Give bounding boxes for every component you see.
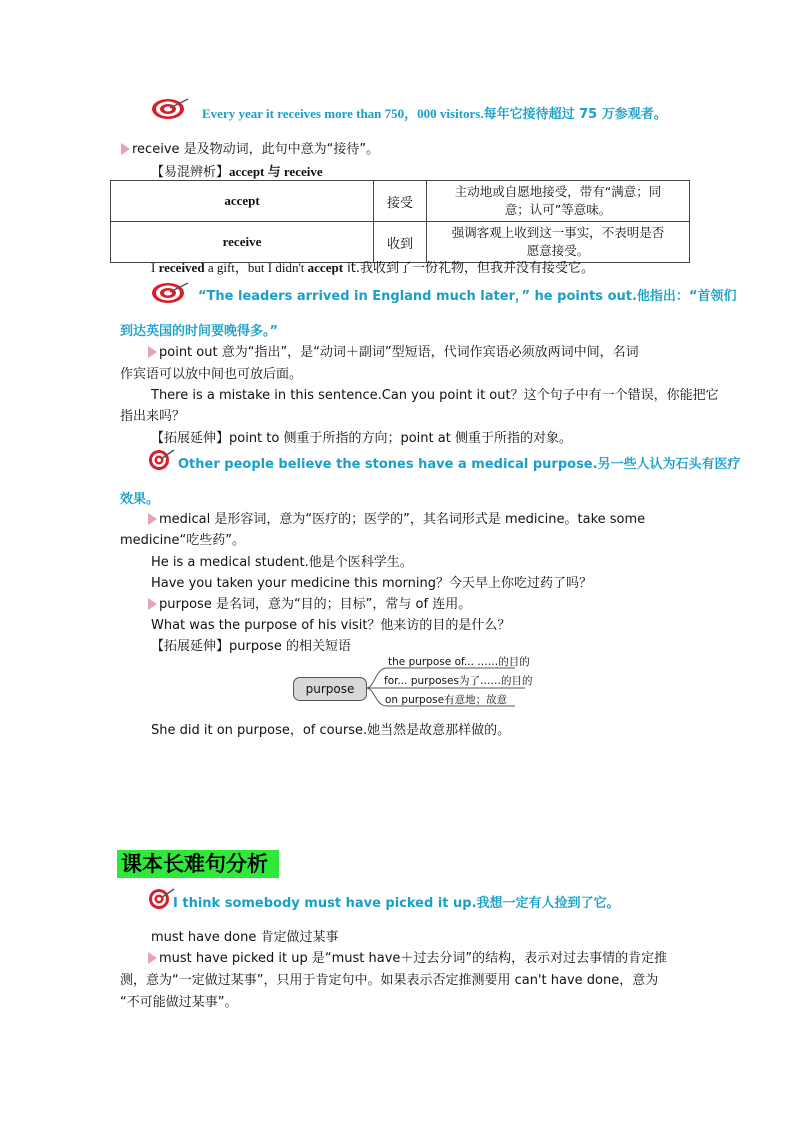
mindmap-item: on purpose有意地；故意 <box>385 694 508 706</box>
sentence-3-line1: Other people believe the stones have a medical purpose.另一些人认为石头有医疗 <box>178 457 741 472</box>
target-icon <box>150 280 190 304</box>
triangle-arrow-icon <box>148 952 157 964</box>
note-must-have-3: 测，意为“一定做过某事”，只用于肯定句中。如果表示否定推测要用 can't have done，意为 <box>120 973 659 988</box>
compare-table <box>110 180 690 263</box>
example-point-out: There is a mistake in this sentence.Can you point it out？这个句子中有一个错误，你能把它 <box>151 388 719 403</box>
section-heading: 课本长难句分析 <box>117 850 279 878</box>
example-accept: I received a gift，but I didn't accept it.我收到了一份礼物，但我并没有接受它。 <box>151 260 595 276</box>
table-row: receive 收到 强调客观上收到这一事实，不表明是否 愿意接受。 <box>111 222 690 263</box>
mindmap-center: purpose <box>293 677 367 701</box>
note-medical: medical 是形容词，意为“医疗的；医学的”，其名词形式是 medicine。take some <box>148 510 645 530</box>
mindmap-item: the purpose of... ……的目的 <box>388 656 530 668</box>
target-icon <box>150 96 190 120</box>
example-purpose: What was the purpose of his visit？他来访的目的是什么？ <box>151 618 511 633</box>
example-medicine: Have you taken your medicine this morning？今天早上你吃过药了吗？ <box>151 576 593 591</box>
note-must-have-2: must have picked it up 是“must have＋过去分词”的结构，表示对过去事情的肯定推 <box>148 949 667 969</box>
note-receive: receive 是及物动词，此句中意为“接待”。 <box>121 140 379 160</box>
note-must-have-4: “不可能做过某事”。 <box>120 995 238 1010</box>
table-row: accept 接受 主动地或自愿地接受，带有“满意；同 意；认可”等意味。 <box>111 181 690 222</box>
note-point-out: point out 意为“指出”，是“动词＋副词”型短语，代词作宾语必须放两词中间，名词 <box>148 343 639 363</box>
note-purpose: purpose 是名词，意为“目的；目标”，常与 of 连用。 <box>148 595 471 615</box>
note-medical-2: medicine“吃些药”。 <box>120 533 245 548</box>
sentence-2-line1: “The leaders arrived in England much later，” he points out.他指出：“首领们 <box>198 289 737 304</box>
extension-purpose: 【拓展延伸】purpose 的相关短语 <box>151 639 351 654</box>
example-point-out-2: 指出来吗？ <box>120 409 186 424</box>
triangle-arrow-icon <box>148 346 157 358</box>
mindmap-item: for... purposes为了……的目的 <box>384 675 533 687</box>
extension-point: 【拓展延伸】point to 侧重于所指的方向；point at 侧重于所指的对象。 <box>151 431 572 446</box>
sentence-3-line2: 效果。 <box>120 492 160 507</box>
target-icon <box>147 447 175 471</box>
note-point-out-2: 作宾语可以放中间也可放后面。 <box>120 367 303 382</box>
triangle-arrow-icon <box>148 598 157 610</box>
sentence-2-line2: 到达英国的时间要晚得多。” <box>120 324 279 339</box>
triangle-arrow-icon <box>148 513 157 525</box>
example-on-purpose: She did it on purpose，of course.她当然是故意那样做的。 <box>151 723 511 738</box>
sentence-4: I think somebody must have picked it up.我想一定有人捡到了它。 <box>173 896 620 911</box>
note-must-have: must have done 肯定做过某事 <box>151 930 339 945</box>
example-medical: He is a medical student.他是个医科学生。 <box>151 555 413 570</box>
target-icon <box>147 886 175 910</box>
compare-title: 【易混辨析】accept 与 receive <box>151 164 323 180</box>
triangle-arrow-icon <box>121 143 130 155</box>
sentence-1: Every year it receives more than 750，000 visitors.每年它接待超过 75 万参观者。 <box>202 106 667 122</box>
